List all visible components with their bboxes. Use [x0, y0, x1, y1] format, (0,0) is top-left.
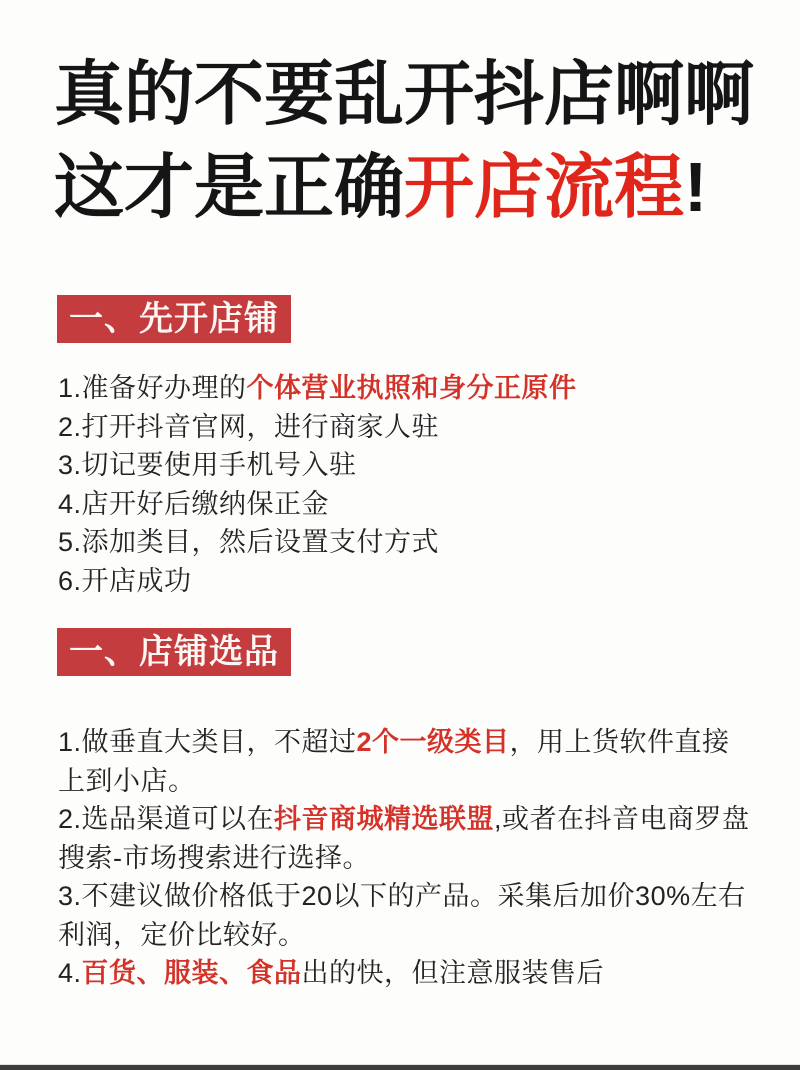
text-segment: 3.不建议做价格低于20以下的产品。采集后加价30%左右利润，定价比较好。 — [58, 881, 746, 950]
list-item — [58, 800, 750, 877]
title-exclamation: ! — [684, 148, 708, 226]
section2-banner: 一、店铺选品 — [57, 628, 291, 676]
text-segment: 5.添加类目，然后设置支付方式 — [58, 527, 440, 557]
text-segment: 2.选品渠道可以在 — [58, 804, 275, 834]
text-segment: 6.开店成功 — [58, 565, 192, 596]
text-segment: 4.店开好后缴纳保正金 — [58, 488, 330, 519]
title-line1: 真的不要乱开抖店啊啊 — [54, 55, 754, 133]
section2-list — [58, 723, 750, 993]
page-title — [54, 48, 754, 234]
title-line2 — [54, 141, 754, 234]
list-item — [58, 723, 750, 800]
highlighted-text: 个体营业执照和身分正原件 — [246, 373, 577, 403]
list-item — [58, 562, 750, 601]
list-item — [58, 369, 750, 408]
text-segment: 1.做垂直大类目，不超过 — [58, 727, 357, 757]
text-segment: 1.准备好办理的 — [58, 373, 247, 403]
section1-list — [58, 369, 750, 600]
text-segment: 2.打开抖音官网，进行商家人驻 — [58, 411, 440, 442]
text-segment: 3.切记要使用手机号入驻 — [58, 450, 357, 480]
list-item — [58, 485, 750, 524]
highlighted-text: 百货、服装、食品 — [81, 958, 302, 988]
highlighted-text: 抖音商城精选联盟 — [274, 804, 495, 834]
text-segment: ,或者在抖音电商罗盘搜索-市场搜索进行选择。 — [58, 804, 750, 873]
list-item — [58, 523, 750, 562]
highlighted-text: 2个一级类目 — [356, 727, 510, 757]
title-line2-highlight: 开店流程 — [404, 148, 684, 226]
bottom-bar — [0, 1064, 800, 1070]
list-item — [58, 877, 750, 954]
section1-banner: 一、先开店铺 — [57, 295, 291, 343]
text-segment: ，用上货软件直接上到小店。 — [58, 727, 730, 796]
title-line2-prefix: 这才是正确 — [54, 148, 404, 226]
list-item — [58, 446, 750, 485]
text-segment: 4. — [58, 958, 82, 988]
text-segment: 出的快，但注意服装售后 — [301, 958, 605, 988]
list-item — [58, 954, 750, 993]
list-item — [58, 408, 750, 447]
